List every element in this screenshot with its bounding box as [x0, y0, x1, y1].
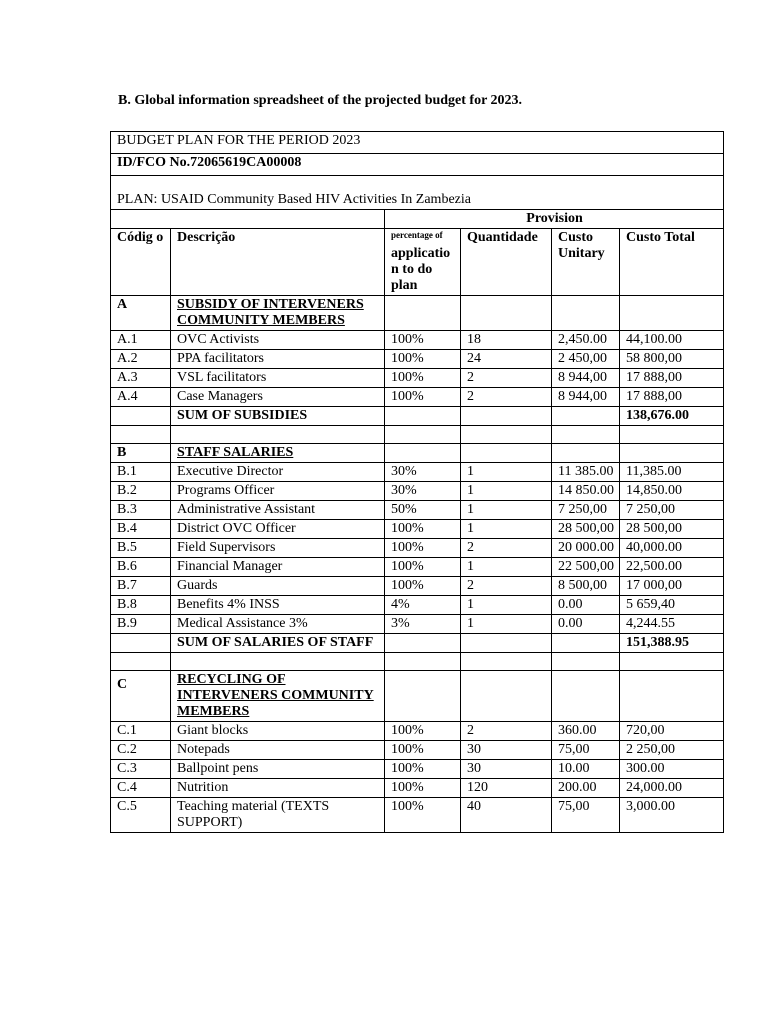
- empty-cell: [552, 653, 620, 671]
- provision-spacer: [111, 210, 385, 229]
- empty-cell: [552, 407, 620, 426]
- empty-cell: [620, 653, 724, 671]
- row-code: B.4: [111, 520, 171, 539]
- row-description: Executive Director: [171, 463, 385, 482]
- row-unit-cost: 8 500,00: [552, 577, 620, 596]
- table-row: [111, 539, 724, 558]
- empty-cell: [385, 671, 461, 722]
- row-description: Benefits 4% INSS: [171, 596, 385, 615]
- table-row: [111, 596, 724, 615]
- table-row: [111, 482, 724, 501]
- row-description: Teaching material (TEXTS SUPPORT): [171, 798, 385, 833]
- row-total-cost: 24,000.00: [620, 779, 724, 798]
- row-quantity: 30: [461, 760, 552, 779]
- row-percentage: 100%: [385, 798, 461, 833]
- row-total-cost: 3,000.00: [620, 798, 724, 833]
- row-code: B.7: [111, 577, 171, 596]
- section-header-b: [111, 444, 724, 463]
- row-percentage: 100%: [385, 577, 461, 596]
- provision-header: Provision: [385, 210, 724, 229]
- row-unit-cost: 22 500,00: [552, 558, 620, 577]
- table-row: [111, 798, 724, 833]
- sum-label: SUM OF SUBSIDIES: [171, 407, 385, 426]
- row-description: Administrative Assistant: [171, 501, 385, 520]
- row-quantity: 40: [461, 798, 552, 833]
- section-header-c: [111, 671, 724, 722]
- sum-value: 138,676.00: [620, 407, 724, 426]
- empty-cell: [385, 634, 461, 653]
- row-unit-cost: 8 944,00: [552, 369, 620, 388]
- header-percentage: [385, 229, 461, 296]
- spacer-row: [111, 653, 724, 671]
- row-unit-cost: 0.00: [552, 615, 620, 634]
- row-percentage: 100%: [385, 350, 461, 369]
- row-description: Field Supervisors: [171, 539, 385, 558]
- row-description: Case Managers: [171, 388, 385, 407]
- sum-row-a: [111, 407, 724, 426]
- row-code: A.1: [111, 331, 171, 350]
- empty-cell: [385, 444, 461, 463]
- empty-cell: [552, 426, 620, 444]
- empty-cell: [461, 426, 552, 444]
- empty-cell: [620, 671, 724, 722]
- row-percentage: 3%: [385, 615, 461, 634]
- empty-cell: [385, 407, 461, 426]
- header-codigo: Códig o: [111, 229, 171, 296]
- row-description: Programs Officer: [171, 482, 385, 501]
- row-code: A.2: [111, 350, 171, 369]
- row-unit-cost: 28 500,00: [552, 520, 620, 539]
- row-code: C.4: [111, 779, 171, 798]
- row-unit-cost: 7 250,00: [552, 501, 620, 520]
- empty-cell: [552, 671, 620, 722]
- sum-row-b: [111, 634, 724, 653]
- row-percentage: 4%: [385, 596, 461, 615]
- row-total-cost: 11,385.00: [620, 463, 724, 482]
- row-unit-cost: 14 850.00: [552, 482, 620, 501]
- section-title: SUBSIDY OF INTERVENERS COMMUNITY MEMBERS: [171, 296, 385, 331]
- row-percentage: 100%: [385, 331, 461, 350]
- row-description: Guards: [171, 577, 385, 596]
- row-unit-cost: 360.00: [552, 722, 620, 741]
- row-unit-cost: 2 450,00: [552, 350, 620, 369]
- table-row: [111, 369, 724, 388]
- document-heading: B. Global information spreadsheet of the projected budget for 2023.: [118, 93, 523, 108]
- empty-cell: [461, 671, 552, 722]
- header-percentage-rest: application to do plan: [391, 246, 451, 293]
- empty-cell: [171, 426, 385, 444]
- provision-header-row: [111, 210, 724, 229]
- row-description: Giant blocks: [171, 722, 385, 741]
- title-row-plan: [111, 176, 724, 210]
- empty-cell: [385, 653, 461, 671]
- row-total-cost: 22,500.00: [620, 558, 724, 577]
- row-total-cost: 17 000,00: [620, 577, 724, 596]
- row-percentage: 30%: [385, 463, 461, 482]
- row-unit-cost: 8 944,00: [552, 388, 620, 407]
- empty-cell: [111, 426, 171, 444]
- row-description: Nutrition: [171, 779, 385, 798]
- row-quantity: 1: [461, 501, 552, 520]
- empty-cell: [461, 407, 552, 426]
- row-total-cost: 2 250,00: [620, 741, 724, 760]
- row-total-cost: 40,000.00: [620, 539, 724, 558]
- table-row: [111, 741, 724, 760]
- row-percentage: 100%: [385, 388, 461, 407]
- row-quantity: 24: [461, 350, 552, 369]
- section-title: STAFF SALARIES: [171, 444, 385, 463]
- row-percentage: 100%: [385, 722, 461, 741]
- section-code: A: [111, 296, 171, 331]
- id-fco-number: ID/FCO No.72065619CA00008: [111, 154, 724, 176]
- row-code: B.3: [111, 501, 171, 520]
- row-percentage: 100%: [385, 520, 461, 539]
- table-row: [111, 331, 724, 350]
- row-description: PPA facilitators: [171, 350, 385, 369]
- row-total-cost: 7 250,00: [620, 501, 724, 520]
- row-quantity: 1: [461, 482, 552, 501]
- row-code: C.2: [111, 741, 171, 760]
- row-quantity: 30: [461, 741, 552, 760]
- row-unit-cost: 75,00: [552, 741, 620, 760]
- empty-cell: [385, 426, 461, 444]
- empty-cell: [111, 407, 171, 426]
- row-percentage: 100%: [385, 741, 461, 760]
- table-row: [111, 501, 724, 520]
- header-descricao: Descrição: [171, 229, 385, 296]
- row-unit-cost: 75,00: [552, 798, 620, 833]
- row-code: B.9: [111, 615, 171, 634]
- row-percentage: 100%: [385, 760, 461, 779]
- row-quantity: 1: [461, 558, 552, 577]
- sum-value: 151,388.95: [620, 634, 724, 653]
- row-description: OVC Activists: [171, 331, 385, 350]
- empty-cell: [385, 296, 461, 331]
- row-total-cost: 5 659,40: [620, 596, 724, 615]
- empty-cell: [620, 444, 724, 463]
- row-code: C.1: [111, 722, 171, 741]
- table-row: [111, 558, 724, 577]
- row-description: VSL facilitators: [171, 369, 385, 388]
- empty-cell: [171, 653, 385, 671]
- table-row: [111, 463, 724, 482]
- spacer-row: [111, 426, 724, 444]
- row-code: B.5: [111, 539, 171, 558]
- row-description: Financial Manager: [171, 558, 385, 577]
- row-code: A.4: [111, 388, 171, 407]
- row-quantity: 2: [461, 388, 552, 407]
- sum-label: SUM OF SALARIES OF STAFF: [171, 634, 385, 653]
- row-total-cost: 58 800,00: [620, 350, 724, 369]
- row-description: Medical Assistance 3%: [171, 615, 385, 634]
- row-code: B.2: [111, 482, 171, 501]
- empty-cell: [552, 634, 620, 653]
- row-percentage: 100%: [385, 779, 461, 798]
- row-total-cost: 44,100.00: [620, 331, 724, 350]
- row-unit-cost: 11 385.00: [552, 463, 620, 482]
- table-row: [111, 350, 724, 369]
- header-percentage-small: percentage of: [391, 230, 443, 240]
- row-description: Notepads: [171, 741, 385, 760]
- row-unit-cost: 2,450.00: [552, 331, 620, 350]
- row-quantity: 1: [461, 520, 552, 539]
- row-quantity: 1: [461, 463, 552, 482]
- row-total-cost: 14,850.00: [620, 482, 724, 501]
- empty-cell: [620, 426, 724, 444]
- budget-plan-title: BUDGET PLAN FOR THE PERIOD 2023: [111, 132, 724, 154]
- row-total-cost: 28 500,00: [620, 520, 724, 539]
- row-quantity: 2: [461, 577, 552, 596]
- table-row: [111, 760, 724, 779]
- row-quantity: 1: [461, 596, 552, 615]
- row-code: B.6: [111, 558, 171, 577]
- table-row: [111, 779, 724, 798]
- row-unit-cost: 20 000.00: [552, 539, 620, 558]
- section-title: RECYCLING OF INTERVENERS COMMUNITY MEMBERS: [171, 671, 385, 722]
- row-percentage: 50%: [385, 501, 461, 520]
- empty-cell: [111, 634, 171, 653]
- empty-cell: [111, 653, 171, 671]
- empty-cell: [461, 653, 552, 671]
- table-row: [111, 388, 724, 407]
- table-row: [111, 615, 724, 634]
- row-description: Ballpoint pens: [171, 760, 385, 779]
- empty-cell: [552, 444, 620, 463]
- column-header-row: [111, 229, 724, 296]
- row-unit-cost: 0.00: [552, 596, 620, 615]
- row-quantity: 1: [461, 615, 552, 634]
- row-unit-cost: 10.00: [552, 760, 620, 779]
- row-percentage: 100%: [385, 539, 461, 558]
- row-code: C.3: [111, 760, 171, 779]
- row-percentage: 30%: [385, 482, 461, 501]
- row-total-cost: 720,00: [620, 722, 724, 741]
- title-row-id-fco: [111, 154, 724, 176]
- row-total-cost: 300.00: [620, 760, 724, 779]
- plan-title: PLAN: USAID Community Based HIV Activities In Zambezia: [111, 176, 724, 210]
- header-custo-unitary: Custo Unitary: [552, 229, 620, 296]
- row-total-cost: 4,244.55: [620, 615, 724, 634]
- row-total-cost: 17 888,00: [620, 369, 724, 388]
- budget-table: [110, 131, 724, 833]
- empty-cell: [461, 444, 552, 463]
- section-header-a: [111, 296, 724, 331]
- row-code: B.8: [111, 596, 171, 615]
- table-row: [111, 722, 724, 741]
- table-row: [111, 520, 724, 539]
- row-code: A.3: [111, 369, 171, 388]
- row-code: B.1: [111, 463, 171, 482]
- row-quantity: 2: [461, 369, 552, 388]
- row-quantity: 18: [461, 331, 552, 350]
- empty-cell: [552, 296, 620, 331]
- section-code: B: [111, 444, 171, 463]
- section-code: C: [111, 671, 171, 722]
- empty-cell: [461, 634, 552, 653]
- header-quantidade: Quantidade: [461, 229, 552, 296]
- table-row: [111, 577, 724, 596]
- row-unit-cost: 200.00: [552, 779, 620, 798]
- header-custo-total: Custo Total: [620, 229, 724, 296]
- row-total-cost: 17 888,00: [620, 388, 724, 407]
- row-quantity: 2: [461, 539, 552, 558]
- row-percentage: 100%: [385, 369, 461, 388]
- title-row-budget-plan: [111, 132, 724, 154]
- row-code: C.5: [111, 798, 171, 833]
- empty-cell: [461, 296, 552, 331]
- row-quantity: 2: [461, 722, 552, 741]
- empty-cell: [620, 296, 724, 331]
- row-quantity: 120: [461, 779, 552, 798]
- row-percentage: 100%: [385, 558, 461, 577]
- row-description: District OVC Officer: [171, 520, 385, 539]
